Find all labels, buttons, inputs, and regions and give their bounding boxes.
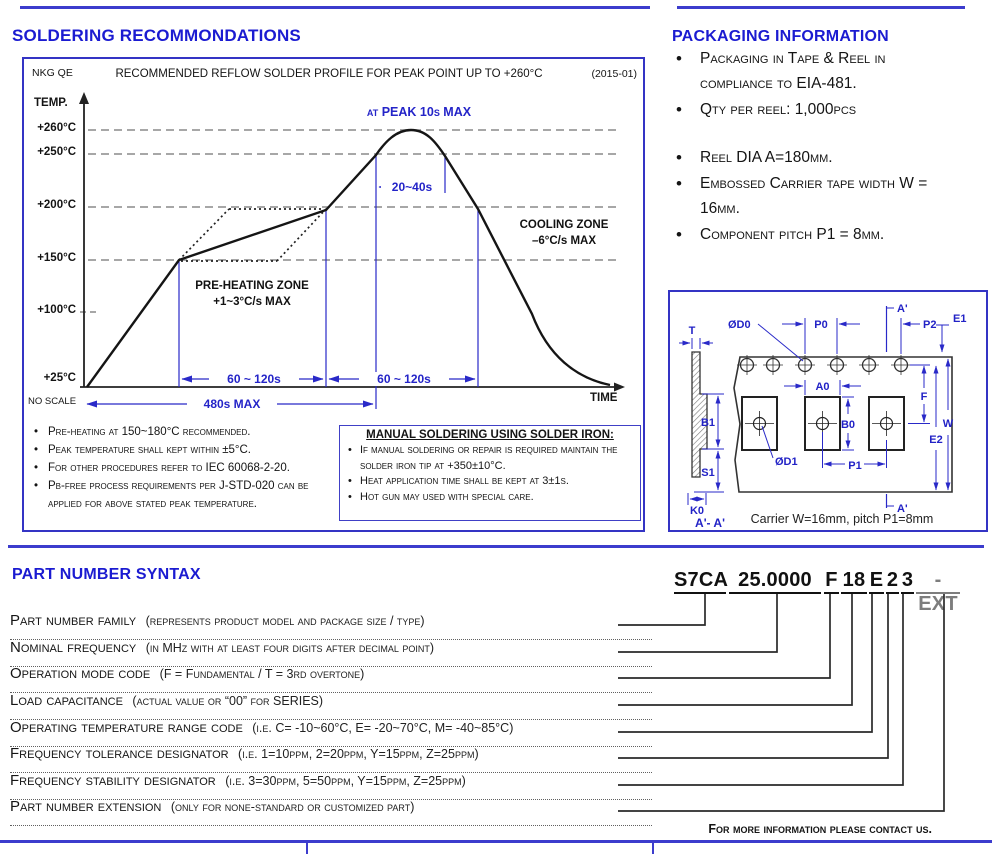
dim-label-K0: K0: [689, 505, 705, 517]
pn-segment-extension: -EXT: [916, 568, 960, 594]
pn-row-note: (F = Fundamental / T = 3rd overtone): [159, 667, 365, 681]
pn-segment-frequency: 25.0000: [729, 568, 821, 594]
pn-row-note: (represents product model and package size / type): [145, 614, 425, 628]
pn-row-label: Frequency tolerance designator: [10, 745, 229, 762]
pn-row-note: (i.e. C= -10~60°C, E= -20~70°C, M= -40~85°C): [252, 721, 514, 735]
pn-segment-family: S7CA: [674, 568, 726, 594]
dim-label-A-bottom: A': [897, 503, 908, 515]
preheat-zone-line2: +1~3°C/s MAX: [213, 296, 291, 308]
pn-row-frequency: [10, 639, 652, 667]
preheat-zone-line1: PRE-HEATING ZONE: [195, 280, 309, 292]
preheat-zone-label: [188, 278, 316, 310]
packaging-item: • Reel DIA A=180mm.: [672, 145, 958, 170]
pn-segment-tolerance: 2: [886, 568, 899, 594]
cooling-zone-line2: –6°C/s MAX: [531, 235, 597, 247]
dim-label-P1: P1: [848, 460, 862, 472]
pn-segment-load: 18: [841, 568, 867, 594]
footer-table-tick: [652, 843, 654, 854]
pn-row-label: Operation mode code: [10, 665, 151, 682]
dim-label-D1: ØD1: [775, 456, 798, 468]
x-axis-label: TIME: [590, 392, 618, 404]
dim-label-S1: S1: [701, 467, 715, 479]
pn-row-temp-range: [10, 719, 652, 747]
packaging-list: [672, 46, 958, 248]
dim-label-E2: E2: [929, 434, 943, 446]
manual-soldering-list: [346, 443, 634, 505]
pn-row-label: Part number family: [10, 612, 137, 629]
cooling-zone-line1: COOLING ZONE: [519, 219, 609, 231]
soldering-heading: SOLDERING RECOMMONDATIONS: [12, 26, 301, 45]
note-item: • Pre-heating at 150~180°C recommended.: [32, 423, 334, 441]
soldering-notes: [32, 423, 334, 513]
pn-row-label: Part number extension: [10, 798, 162, 815]
carrier-tape-diagram: [668, 290, 988, 532]
note-item: • For other procedures refer to IEC 60068-2-20.: [32, 459, 334, 477]
span2-label: 60 ~ 120s: [359, 372, 449, 386]
dim-label-D0: ØD0: [728, 319, 751, 331]
note-item: • Peak temperature shall kept within ±5°C.: [32, 441, 334, 459]
pn-row-label: Nominal frequency: [10, 639, 137, 656]
pn-row-note: (in MHz with at least four digits after decimal point): [145, 641, 435, 655]
peak-annotation: at PEAK 10s MAX: [366, 105, 472, 119]
pn-segment-mode: F: [824, 568, 839, 594]
carrier-tape-svg: [670, 292, 986, 530]
pn-connector-lines: [600, 592, 990, 828]
ytick-250: +250°C: [37, 146, 76, 158]
y-axis-arrow: [79, 92, 89, 104]
dim-label-W: W: [942, 418, 954, 430]
packaging-item: • Packaging in Tape & Reel in compliance to EIA-481.: [672, 46, 958, 96]
dim-label-A-top: A': [897, 303, 908, 315]
dim-label-B0: B0: [840, 419, 856, 431]
ytick-200: +200°C: [37, 199, 76, 211]
dim-label-B1: B1: [700, 417, 716, 429]
contact-note: For more information please contact us.: [708, 822, 932, 836]
packaging-heading: PACKAGING INFORMATION: [672, 28, 889, 45]
bottom-rule: [0, 840, 992, 843]
packaging-item: • Qty per reel: 1,000pcs: [672, 97, 958, 122]
tape-cross-section: [692, 352, 707, 477]
pn-row-family: [10, 612, 652, 640]
pn-segment-temp-range: E: [869, 568, 884, 594]
chart-title: RECOMMENDED REFLOW SOLDER PROFILE FOR PEAK POINT UP TO +260°C: [115, 68, 543, 80]
dim-label-A0: A0: [815, 381, 830, 393]
ytick-150: +150°C: [37, 252, 76, 264]
pn-row-note: (only for none-standard or customized part): [170, 800, 415, 814]
reflow-curve: [87, 130, 610, 387]
pn-row-note: (i.e. 3=30ppm, 5=50ppm, Y=15ppm, Z=25ppm): [225, 774, 466, 788]
dim-label-P2: P2: [923, 319, 937, 331]
manual-soldering-box: [339, 425, 641, 521]
dim-label-F: F: [920, 391, 928, 403]
footer-table-tick: [306, 843, 308, 854]
reflow-chart-box: [22, 57, 645, 532]
cooling-zone-label: [500, 217, 628, 249]
top-rule-left: [20, 6, 650, 9]
pn-row-load: [10, 692, 652, 720]
section-label: A'- A': [695, 516, 725, 530]
dim-label-P0: P0: [814, 319, 828, 331]
top-rule-right: [677, 6, 965, 9]
pn-row-stability: [10, 772, 652, 800]
part-number-heading: PART NUMBER SYNTAX: [12, 566, 201, 583]
manual-item: • If manual soldering or repair is required maintain the solder iron tip at +350±10°C.: [346, 443, 634, 474]
pn-row-note: (actual value or “00” for SERIES): [132, 694, 324, 708]
x-axis-arrow: [614, 383, 625, 392]
pn-row-tolerance: [10, 745, 652, 773]
manual-soldering-title: MANUAL SOLDERING USING SOLDER IRON:: [366, 429, 614, 441]
chart-revision: (2015-01): [591, 68, 637, 80]
chart-corner-left: NKG QE: [32, 67, 73, 79]
pn-row-mode: [10, 665, 652, 693]
pn-segment-stability: 3: [901, 568, 914, 594]
y-axis-label: TEMP.: [34, 97, 68, 109]
carrier-caption: Carrier W=16mm, pitch P1=8mm: [750, 512, 934, 526]
note-item: • Pb-free process requirements per J-STD-020 can be applied for above stated peak temperature.: [32, 477, 334, 513]
span1-label: 60 ~ 120s: [209, 372, 299, 386]
section-divider: [8, 545, 984, 548]
no-scale-label: NO SCALE: [28, 396, 77, 407]
dim-label-T: T: [688, 325, 696, 337]
peak-span-label: 20~40s: [381, 180, 443, 194]
manual-item: • Hot gun may used with special care.: [346, 490, 634, 506]
pn-row-label: Operating temperature range code: [10, 719, 243, 736]
ytick-100: +100°C: [37, 304, 76, 316]
pn-row-extension: [10, 798, 652, 826]
packaging-item: • Component pitch P1 = 8mm.: [672, 222, 958, 247]
manual-item: • Heat application time shall be kept at 3±1s.: [346, 474, 634, 490]
total-span-label: 480s MAX: [187, 397, 277, 411]
ytick-25: +25°C: [43, 372, 76, 384]
pn-row-label: Load capacitance: [10, 692, 123, 709]
ytick-260: +260°C: [37, 122, 76, 134]
dim-label-E1: E1: [953, 313, 967, 325]
packaging-item: • Embossed Carrier tape width W = 16mm.: [672, 171, 958, 221]
pn-row-label: Frequency stability designator: [10, 772, 216, 789]
pn-row-note: (i.e. 1=10ppm, 2=20ppm, Y=15ppm, Z=25ppm): [238, 747, 479, 761]
